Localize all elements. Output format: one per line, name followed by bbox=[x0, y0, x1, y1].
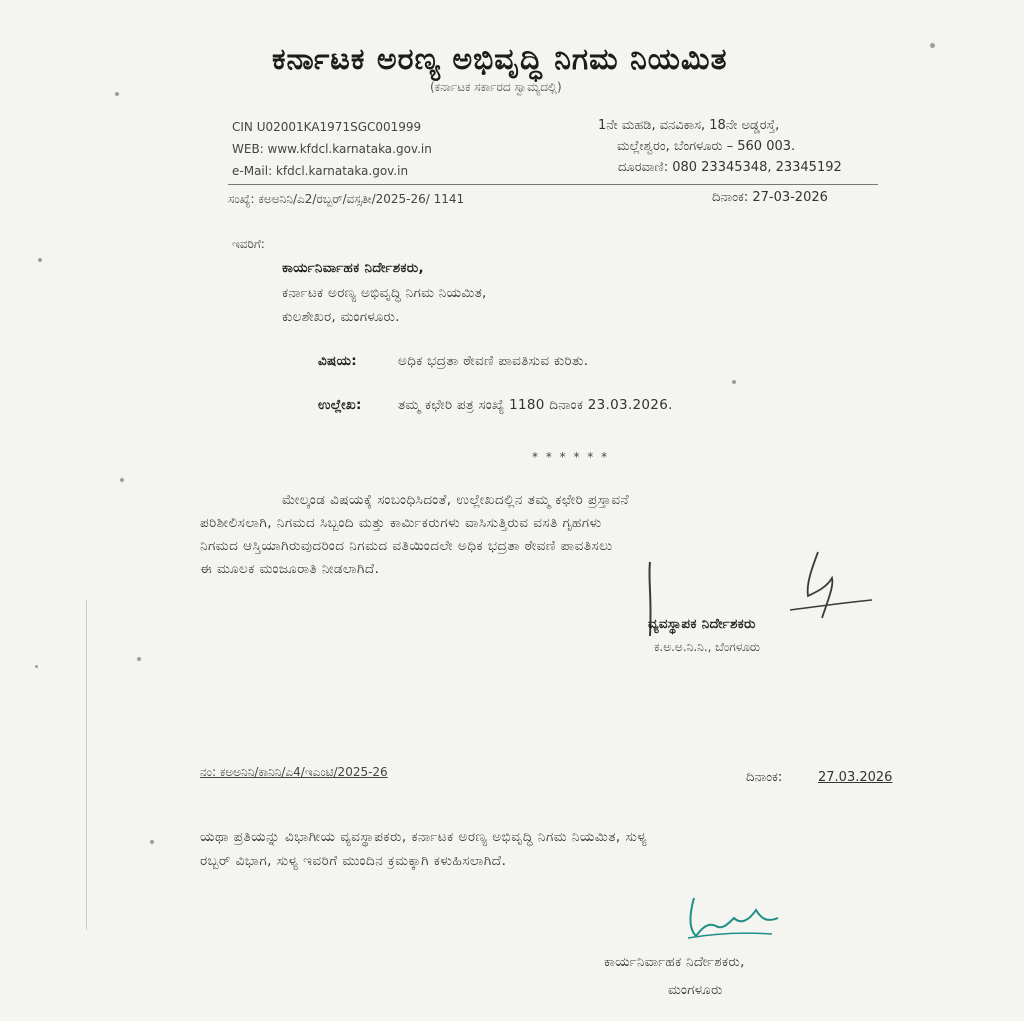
scan-speck bbox=[930, 43, 935, 48]
reference-number: ಸಂಖ್ಯೆ: ಕಅಅನಿನಿ/ಎ2/ರಬ್ಬರ್/ವಸ್ಸತೀ/2025-26/ 1141 bbox=[228, 192, 465, 206]
signatory-2-office: ಮಂಗಳೂರು bbox=[668, 982, 723, 998]
scan-speck bbox=[115, 92, 119, 96]
endorsement-number: ನಂ: ಕಅಅನಿನಿ/ಕಾನಿನಿ/ಎ4/ಇಎಂಟಿ/2025-26 bbox=[200, 765, 388, 779]
subject-label: ವಿಷಯ: bbox=[318, 353, 357, 369]
endorsement-date-label: ದಿನಾಂಕ: bbox=[746, 770, 783, 785]
scan-line bbox=[86, 600, 87, 930]
scan-speck bbox=[150, 840, 154, 844]
recipient-line-3: ಕುಲಶೇಖರ, ಮಂಗಳೂರು. bbox=[282, 309, 400, 325]
recipient-line-2: ಕರ್ನಾಟಕ ಅರಣ್ಯ ಅಭಿವೃದ್ಧಿ ನಿಗಮ ನಿಯಮಿತ, bbox=[282, 285, 487, 301]
to-label: ಇವರಿಗೆ: bbox=[232, 237, 265, 251]
body-line-2: ಪರಿಶೀಲಿಸಲಾಗಿ, ನಿಗಮದ ಸಿಬ್ಬಂದಿ ಮತ್ತು ಕಾರ್ಮಿಕರುಗಳು ವಾಸಿಸುತ್ತಿರುವ ವಸತಿ ಗೃಹಗಳು bbox=[200, 515, 602, 531]
body-line-4: ಈ ಮೂಲಕ ಮಂಜೂರಾತಿ ನೀಡಲಾಗಿದೆ. bbox=[200, 561, 380, 577]
cin-number: CIN U02001KA1971SGC001999 bbox=[232, 120, 422, 134]
signatory-1-office: ಕ.ಅ.ಅ.ನಿ.ನಿ., ಬೆಂಗಳೂರು bbox=[654, 640, 761, 654]
email: e-Mail: kfdcl.karnataka.gov.in bbox=[232, 164, 409, 178]
recipient-line-1: ಕಾರ್ಯನಿರ್ವಾಹಕ ನಿರ್ದೇಶಕರು, bbox=[282, 260, 424, 276]
phone-numbers: ದೂರವಾಣಿ: 080 23345348, 23345192 bbox=[618, 160, 842, 175]
letterhead-subtitle: (ಕರ್ನಾಟಕ ಸರ್ಕಾರದ ಸ್ವಾಮ್ಯದಲ್ಲಿ) bbox=[430, 80, 562, 94]
endorsement-line-1: ಯಥಾ ಪ್ರತಿಯನ್ನು ವಿಭಾಗೀಯ ವ್ಯವಸ್ಥಾಪಕರು, ಕರ್ನಾಟಕ ಅರಣ್ಯ ಅಭಿವೃದ್ಧಿ ನಿಗಮ ನಿಯಮಿತ, ಸುಳ್ಯ bbox=[200, 829, 648, 845]
scan-speck bbox=[732, 380, 736, 384]
signatory-2-title: ಕಾರ್ಯನಿರ್ವಾಹಕ ನಿರ್ದೇಶಕರು, bbox=[604, 954, 745, 970]
header-divider bbox=[228, 184, 878, 185]
scan-speck bbox=[35, 665, 38, 668]
endorsement-date: 27.03.2026 bbox=[818, 770, 893, 785]
subject-text: ಅಧಿಕ ಭದ್ರತಾ ಠೇವಣಿ ಪಾವತಿಸುವ ಕುರಿತು. bbox=[398, 353, 589, 369]
signatory-1-title: ವ್ಯವಸ್ಥಾಪಕ ನಿರ್ದೇಶಕರು bbox=[648, 616, 756, 632]
endorsement-line-2: ರಬ್ಬರ್ ವಿಭಾಗ, ಸುಳ್ಯ ಇವರಿಗೆ ಮುಂದಿನ ಕ್ರಮಕ್ಕಾಗಿ ಕಳುಹಿಸಲಾಗಿದೆ. bbox=[200, 853, 507, 869]
reference-text: ತಮ್ಮ ಕಛೇರಿ ಪತ್ರ ಸಂಖ್ಯೆ 1180 ದಿನಾಂಕ 23.03.2026. bbox=[398, 397, 673, 413]
separator: * * * * * * bbox=[532, 450, 610, 464]
body-line-1: ಮೇಲ್ಕಂಡ ವಿಷಯಕ್ಕೆ ಸಂಬಂಧಿಸಿದಂತೆ, ಉಲ್ಲೇಖದಲ್ಲಿನ ತಮ್ಮ ಕಛೇರಿ ಪ್ರಸ್ತಾವನೆ bbox=[282, 492, 630, 508]
letterhead-title: ಕರ್ನಾಟಕ ಅರಣ್ಯ ಅಭಿವೃದ್ಧಿ ನಿಗಮ ನಿಯಮಿತ bbox=[272, 42, 728, 77]
reference-date: ದಿನಾಂಕ: 27-03-2026 bbox=[712, 190, 828, 205]
scan-speck bbox=[120, 478, 124, 482]
address-line-2: ಮಲ್ಲೇಶ್ವರಂ, ಬೆಂಗಳೂರು – 560 003. bbox=[617, 139, 796, 154]
body-line-3: ನಿಗಮದ ಆಸ್ತಿಯಾಗಿರುವುದರಿಂದ ನಿಗಮದ ವತಿಯಿಂದಲೇ ಅಧಿಕ ಭದ್ರತಾ ಠೇವಣಿ ಪಾವತಿಸಲು bbox=[200, 538, 613, 554]
address-line-1: 1ನೇ ಮಹಡಿ, ವನವಿಕಾಸ, 18ನೇ ಅಡ್ಡರಸ್ತೆ, bbox=[598, 118, 780, 133]
website: WEB: www.kfdcl.karnataka.gov.in bbox=[232, 142, 432, 156]
signature-executive-director bbox=[682, 892, 782, 948]
reference-label: ಉಲ್ಲೇಖ: bbox=[318, 397, 362, 413]
scan-speck bbox=[38, 258, 42, 262]
scan-speck bbox=[137, 657, 141, 661]
